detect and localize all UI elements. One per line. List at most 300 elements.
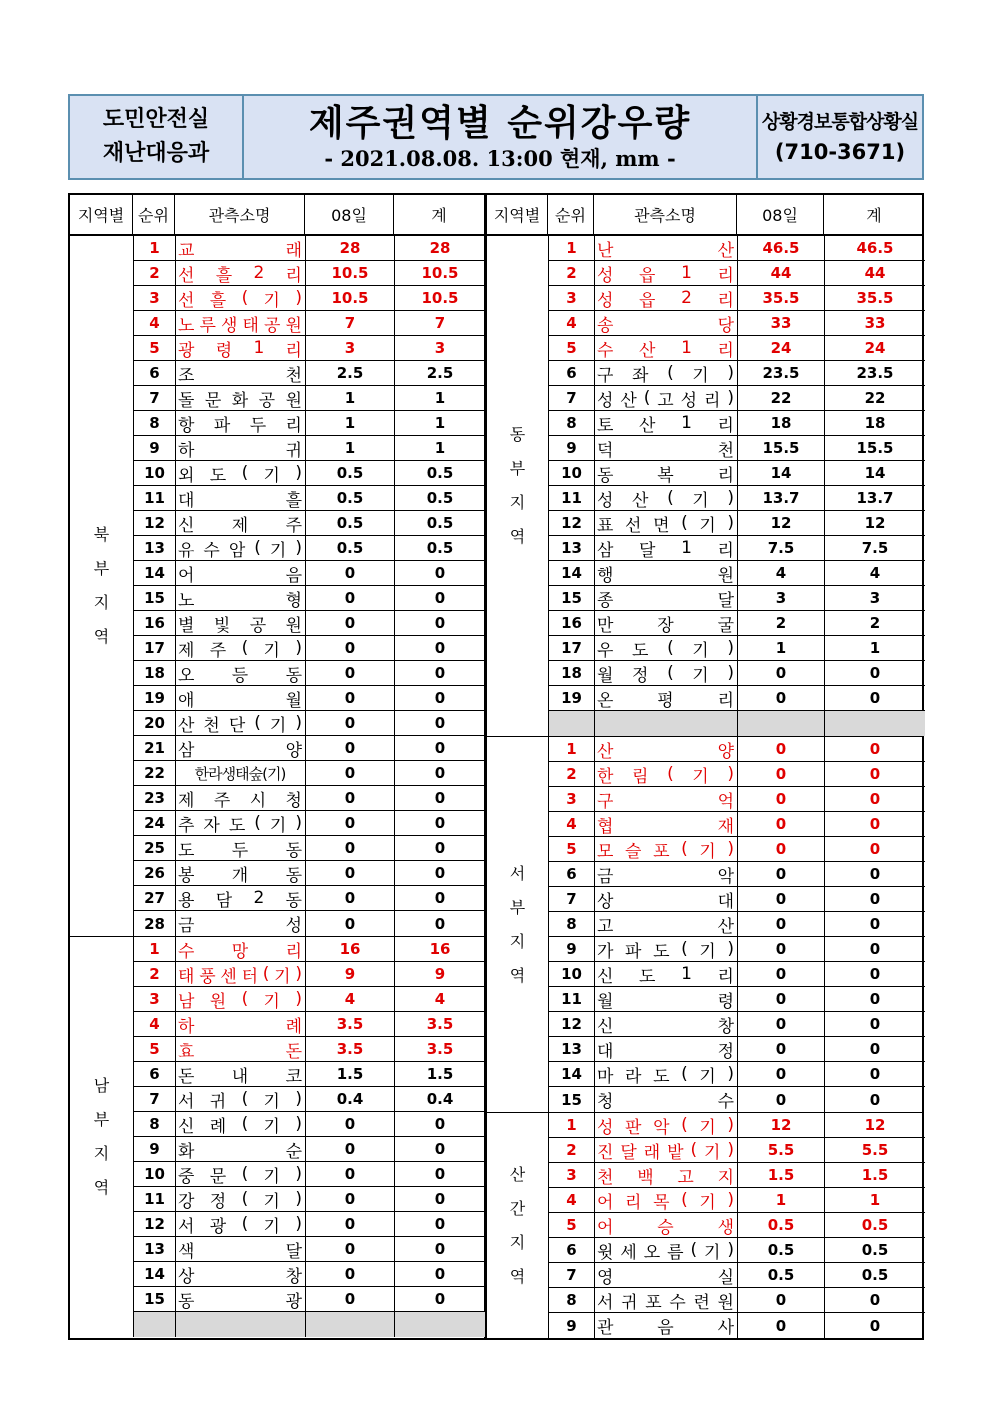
region-label-char: 간 — [509, 1198, 526, 1218]
table-row — [549, 737, 925, 762]
table-row — [549, 1288, 925, 1313]
station-name-cell: 만 장 굴 — [595, 611, 738, 635]
station-name-cell: 상 대 — [595, 887, 738, 911]
table-row — [549, 1238, 925, 1263]
today-rainfall-cell: 10.5 — [306, 286, 395, 310]
total-rainfall-cell: 3 — [869, 589, 881, 607]
table-row — [134, 962, 485, 987]
today-rainfall-cell: 10.5 — [306, 261, 395, 285]
total-rainfall-cell: 0 — [869, 740, 881, 758]
rank-cell: 3 — [134, 987, 176, 1011]
station-name-cell: 교 래 — [176, 236, 306, 260]
today-rainfall-cell: 0 — [306, 886, 395, 910]
table-row — [549, 1313, 925, 1338]
total-rainfall-cell: 0.5 — [861, 1241, 889, 1259]
today-rainfall-cell: 0 — [306, 1112, 395, 1136]
table-row — [134, 1262, 485, 1287]
rank-cell: 9 — [549, 1313, 595, 1338]
total-rainfall-cell: 0 — [434, 639, 446, 657]
table-row — [549, 386, 925, 411]
table-row — [134, 736, 485, 761]
today-rainfall-cell: 0 — [306, 1187, 395, 1211]
table-row — [134, 461, 485, 486]
table-row — [134, 761, 485, 786]
today-rainfall-cell — [306, 1312, 395, 1337]
today-rainfall-cell: 0 — [306, 1287, 395, 1311]
table-row — [549, 686, 925, 711]
table-row — [134, 987, 485, 1012]
rank-cell: 13 — [134, 536, 176, 560]
table-row — [134, 511, 485, 536]
today-rainfall-cell: 15.5 — [738, 436, 825, 460]
total-rainfall-cell: 3.5 — [426, 1040, 454, 1058]
rank-cell: 4 — [134, 311, 176, 335]
rank-cell: 3 — [549, 286, 595, 310]
table-row — [134, 611, 485, 636]
rank-cell: 24 — [134, 811, 176, 835]
report-header — [68, 94, 924, 180]
station-name-cell: 가 파 도 ( 기 ) — [595, 937, 738, 961]
total-rainfall-cell: 2 — [869, 614, 881, 632]
today-rainfall-cell: 46.5 — [738, 236, 825, 260]
today-rainfall-cell: 0 — [306, 761, 395, 785]
total-rainfall-cell: 0 — [869, 664, 881, 682]
table-row — [134, 586, 485, 611]
rank-cell: 15 — [134, 586, 176, 610]
page-title: 제주권역별 순위강우량 — [308, 103, 692, 144]
station-name-cell: 서 귀 ( 기 ) — [176, 1087, 306, 1111]
today-rainfall-cell: 1 — [306, 436, 395, 460]
rank-cell: 4 — [549, 311, 595, 335]
table-row — [549, 486, 925, 511]
total-rainfall-cell: 3.5 — [426, 1015, 454, 1033]
table-row — [134, 861, 485, 886]
today-rainfall-cell: 0 — [738, 887, 825, 911]
table-row — [134, 711, 485, 736]
header-station: 관측소명 — [594, 195, 737, 234]
table-row — [134, 886, 485, 911]
today-rainfall-cell: 0 — [306, 636, 395, 660]
station-name-cell: 추 자 도 ( 기 ) — [176, 811, 306, 835]
today-rainfall-cell: 0 — [738, 837, 825, 861]
table-row — [134, 286, 485, 311]
rank-cell: 9 — [549, 937, 595, 961]
total-rainfall-cell: 0 — [869, 865, 881, 883]
rank-cell: 22 — [134, 761, 176, 785]
table-row — [549, 1113, 925, 1138]
rank-cell: 14 — [134, 1262, 176, 1286]
station-name-cell: 진 달 래 밭 ( 기 ) — [595, 1138, 738, 1162]
rank-cell: 1 — [549, 236, 595, 260]
today-rainfall-cell: 35.5 — [738, 286, 825, 310]
table-row — [549, 336, 925, 361]
rank-cell: 28 — [134, 911, 176, 936]
region-label — [487, 236, 549, 736]
station-name-cell: 대 정 — [595, 1037, 738, 1061]
table-left-half — [70, 195, 487, 1338]
station-name-cell: 영 실 — [595, 1263, 738, 1287]
today-rainfall-cell: 0 — [738, 962, 825, 986]
total-rainfall-cell: 0 — [434, 789, 446, 807]
region-label-char: 역 — [509, 965, 526, 985]
station-name-cell: 행 원 — [595, 561, 738, 585]
rank-cell: 18 — [134, 661, 176, 685]
station-name-cell: 어 리 목 ( 기 ) — [595, 1188, 738, 1212]
table-row — [549, 1037, 925, 1062]
rank-cell: 5 — [549, 1213, 595, 1237]
station-name-cell: 종 달 — [595, 586, 738, 610]
table-row — [549, 1163, 925, 1188]
rank-cell: 8 — [134, 1112, 176, 1136]
table-row — [134, 1212, 485, 1237]
today-rainfall-cell: 0 — [738, 1062, 825, 1086]
today-rainfall-cell: 0 — [306, 561, 395, 585]
region-group — [70, 236, 484, 937]
rank-cell: 11 — [549, 987, 595, 1011]
rank-cell: 8 — [549, 411, 595, 435]
today-rainfall-cell: 1 — [738, 636, 825, 660]
table-header-right — [487, 195, 924, 236]
rank-cell: 8 — [549, 912, 595, 936]
station-name-cell: 태 풍 센 터 ( 기 ) — [176, 962, 306, 986]
total-rainfall-cell: 0 — [434, 1165, 446, 1183]
region-label-char: 지 — [509, 493, 526, 512]
region-group — [487, 1113, 924, 1338]
department-box — [70, 96, 244, 178]
station-name-cell: 선 흘 ( 기 ) — [176, 286, 306, 310]
region-label — [487, 1113, 549, 1338]
table-row — [549, 461, 925, 486]
station-name-cell: 대 흘 — [176, 486, 306, 510]
total-rainfall-cell: 0 — [434, 1140, 446, 1158]
table-row — [134, 561, 485, 586]
rank-cell: 8 — [549, 1288, 595, 1312]
today-rainfall-cell: 2.5 — [306, 361, 395, 385]
region-label — [70, 937, 134, 1337]
rank-cell: 15 — [549, 586, 595, 610]
station-name-cell: 구 억 — [595, 787, 738, 811]
today-rainfall-cell: 0 — [738, 912, 825, 936]
rank-cell: 11 — [134, 1187, 176, 1211]
total-rainfall-cell: 0 — [869, 1015, 881, 1033]
table-row — [134, 436, 485, 461]
table-row — [549, 912, 925, 937]
table-right-half — [487, 195, 924, 1338]
station-name-cell: 성 산 ( 기 ) — [595, 486, 738, 510]
station-name-cell: 애 월 — [176, 686, 306, 710]
rank-cell: 16 — [134, 611, 176, 635]
station-name-cell: 별 빛 공 원 — [176, 611, 306, 635]
total-rainfall-cell: 0 — [434, 664, 446, 682]
today-rainfall-cell: 1 — [306, 411, 395, 435]
total-rainfall-cell: 12 — [864, 1116, 886, 1134]
station-name-cell: 고 산 — [595, 912, 738, 936]
table-row — [549, 887, 925, 912]
table-row — [134, 1062, 485, 1087]
rank-cell: 1 — [549, 1113, 595, 1137]
region-label-char: 부 — [509, 897, 526, 917]
total-rainfall-cell: 0 — [434, 1265, 446, 1283]
station-name-cell: 난 산 — [595, 236, 738, 260]
rank-cell: 19 — [549, 686, 595, 710]
today-rainfall-cell: 1 — [306, 386, 395, 410]
total-rainfall-cell: 5.5 — [861, 1141, 889, 1159]
today-rainfall-cell: 1.5 — [738, 1163, 825, 1187]
today-rainfall-cell: 0.5 — [306, 511, 395, 535]
rank-cell: 6 — [549, 862, 595, 886]
region-rows — [549, 236, 925, 736]
station-name-cell: 강 정 ( 기 ) — [176, 1187, 306, 1211]
station-name-cell: 토 산 1 리 — [595, 411, 738, 435]
today-rainfall-cell: 3 — [738, 586, 825, 610]
table-row — [549, 937, 925, 962]
station-name-cell: 오 등 동 — [176, 661, 306, 685]
today-rainfall-cell: 0 — [306, 586, 395, 610]
rank-cell: 26 — [134, 861, 176, 885]
total-rainfall-cell: 46.5 — [856, 239, 894, 257]
region-label-char: 서 — [509, 863, 526, 883]
rank-cell: 3 — [549, 787, 595, 811]
station-name-cell: 산 천 단 ( 기 ) — [176, 711, 306, 735]
station-name-cell: 화 순 — [176, 1137, 306, 1161]
table-row — [549, 1087, 925, 1112]
total-rainfall-cell: 18 — [864, 414, 886, 432]
station-name-cell: 금 악 — [595, 862, 738, 886]
total-rainfall-cell: 0 — [869, 1291, 881, 1309]
total-rainfall-cell: 4 — [869, 564, 881, 582]
table-row — [134, 636, 485, 661]
today-rainfall-cell — [738, 711, 825, 736]
today-rainfall-cell: 7 — [306, 311, 395, 335]
total-rainfall-cell: 7 — [434, 314, 446, 332]
today-rainfall-cell: 0 — [738, 1087, 825, 1112]
today-rainfall-cell: 7.5 — [738, 536, 825, 560]
rank-cell: 17 — [549, 636, 595, 660]
total-rainfall-cell: 0 — [434, 564, 446, 582]
rank-cell: 11 — [549, 486, 595, 510]
today-rainfall-cell: 0 — [306, 786, 395, 810]
station-name-cell: 수 산 1 리 — [595, 336, 738, 360]
table-row — [549, 561, 925, 586]
total-rainfall-cell: 1.5 — [861, 1166, 889, 1184]
total-rainfall-cell: 0 — [869, 790, 881, 808]
table-row — [134, 261, 485, 286]
total-rainfall-cell: 7.5 — [861, 539, 889, 557]
rank-cell: 10 — [134, 461, 176, 485]
total-rainfall-cell: 0 — [434, 589, 446, 607]
station-name-cell: 한라생태숲(기) — [176, 761, 306, 785]
region-label-char: 지 — [93, 593, 110, 612]
table-row — [134, 1287, 485, 1312]
station-name-cell: 구 좌 ( 기 ) — [595, 361, 738, 385]
station-name-cell: 월 령 — [595, 987, 738, 1011]
today-rainfall-cell: 3.5 — [306, 1037, 395, 1061]
rank-cell: 9 — [549, 436, 595, 460]
total-rainfall-cell: 0.5 — [861, 1216, 889, 1234]
region-label-char: 역 — [93, 1178, 110, 1197]
region-label — [487, 737, 549, 1112]
station-name-cell: 조 천 — [176, 361, 306, 385]
rank-cell: 2 — [134, 962, 176, 986]
region-rows — [549, 1113, 925, 1338]
today-rainfall-cell: 0.5 — [306, 486, 395, 510]
rank-cell: 11 — [134, 486, 176, 510]
table-row — [134, 1137, 485, 1162]
rank-cell: 9 — [134, 436, 176, 460]
table-row — [549, 762, 925, 787]
station-name-cell: 우 도 ( 기 ) — [595, 636, 738, 660]
station-name-cell: 청 수 — [595, 1087, 738, 1112]
rank-cell: 6 — [549, 1238, 595, 1262]
rank-cell: 7 — [549, 1263, 595, 1287]
today-rainfall-cell: 0 — [738, 1288, 825, 1312]
total-rainfall-cell: 0 — [869, 890, 881, 908]
table-header-left — [70, 195, 484, 236]
total-rainfall-cell: 1.5 — [426, 1065, 454, 1083]
report-timestamp: - 2021.08.08. 13:00 현재, mm - — [324, 146, 676, 171]
table-row — [549, 987, 925, 1012]
rank-cell: 12 — [549, 1012, 595, 1036]
table-row — [134, 486, 485, 511]
total-rainfall-cell: 0.5 — [861, 1266, 889, 1284]
station-name-cell — [595, 711, 738, 736]
today-rainfall-cell: 0 — [306, 686, 395, 710]
today-rainfall-cell: 22 — [738, 386, 825, 410]
table-row — [134, 811, 485, 836]
station-name-cell: 마 라 도 ( 기 ) — [595, 1062, 738, 1086]
table-row — [134, 836, 485, 861]
rank-cell: 14 — [549, 561, 595, 585]
region-label-char: 역 — [93, 627, 110, 646]
station-name-cell: 외 도 ( 기 ) — [176, 461, 306, 485]
rank-cell: 15 — [549, 1087, 595, 1112]
today-rainfall-cell: 0 — [306, 661, 395, 685]
total-rainfall-cell: 28 — [429, 239, 451, 257]
total-rainfall-cell: 0 — [869, 990, 881, 1008]
today-rainfall-cell: 0 — [306, 1137, 395, 1161]
total-rainfall-cell: 0 — [434, 1190, 446, 1208]
rank-cell: 27 — [134, 886, 176, 910]
station-name-cell: 남 원 ( 기 ) — [176, 987, 306, 1011]
total-rainfall-cell: 0 — [434, 839, 446, 857]
header-region: 지역별 — [70, 195, 133, 234]
region-label-char: 동 — [509, 425, 526, 444]
rank-cell: 5 — [549, 837, 595, 861]
total-rainfall-cell: 0.5 — [426, 464, 454, 482]
total-rainfall-cell: 16 — [429, 940, 451, 958]
total-rainfall-cell — [825, 711, 925, 736]
region-label-char: 산 — [509, 1164, 526, 1184]
today-rainfall-cell: 0.5 — [738, 1263, 825, 1287]
rank-cell: 5 — [134, 1037, 176, 1061]
total-rainfall-cell: 0 — [434, 889, 446, 907]
station-name-cell: 어 음 — [176, 561, 306, 585]
rank-cell — [549, 711, 595, 736]
region-label-char: 역 — [509, 527, 526, 546]
rank-cell: 8 — [134, 411, 176, 435]
station-name-cell: 천 백 고 지 — [595, 1163, 738, 1187]
station-name-cell: 선 흘 2 리 — [176, 261, 306, 285]
table-row — [134, 1037, 485, 1062]
region-label-char: 지 — [509, 931, 526, 951]
table-row — [549, 787, 925, 812]
rank-cell: 10 — [549, 461, 595, 485]
table-row — [134, 311, 485, 336]
table-row — [134, 536, 485, 561]
table-row — [549, 586, 925, 611]
total-rainfall-cell: 0 — [869, 840, 881, 858]
station-name-cell: 제 주 ( 기 ) — [176, 636, 306, 660]
table-row — [134, 1012, 485, 1037]
station-name-cell: 성 판 악 ( 기 ) — [595, 1113, 738, 1137]
table-row — [134, 236, 485, 261]
station-name-cell: 신 도 1 리 — [595, 962, 738, 986]
rank-cell: 13 — [549, 536, 595, 560]
rank-cell: 6 — [134, 1062, 176, 1086]
station-name-cell: 동 복 리 — [595, 461, 738, 485]
table-row — [134, 661, 485, 686]
today-rainfall-cell: 33 — [738, 311, 825, 335]
rank-cell: 12 — [134, 1212, 176, 1236]
station-name-cell: 도 두 동 — [176, 836, 306, 860]
total-rainfall-cell: 0 — [434, 764, 446, 782]
today-rainfall-cell: 0 — [306, 1262, 395, 1286]
total-rainfall-cell: 0 — [869, 1040, 881, 1058]
table-body-left — [70, 236, 484, 1337]
today-rainfall-cell: 3 — [306, 336, 395, 360]
station-name-cell — [176, 1312, 306, 1337]
total-rainfall-cell: 4 — [434, 990, 446, 1008]
today-rainfall-cell: 16 — [306, 937, 395, 961]
today-rainfall-cell: 12 — [738, 1113, 825, 1137]
rank-cell: 4 — [549, 1188, 595, 1212]
table-row — [549, 1188, 925, 1213]
today-rainfall-cell: 2 — [738, 611, 825, 635]
region-label-char: 남 — [93, 1076, 110, 1095]
total-rainfall-cell: 0 — [434, 1290, 446, 1308]
total-rainfall-cell: 0 — [869, 940, 881, 958]
station-name-cell: 돈 내 코 — [176, 1062, 306, 1086]
table-row — [549, 411, 925, 436]
rank-cell: 15 — [134, 1287, 176, 1311]
station-name-cell: 신 제 주 — [176, 511, 306, 535]
rank-cell: 5 — [134, 336, 176, 360]
rank-cell: 18 — [549, 661, 595, 685]
today-rainfall-cell: 5.5 — [738, 1138, 825, 1162]
rank-cell: 10 — [134, 1162, 176, 1186]
region-label-char: 부 — [509, 459, 526, 478]
station-name-cell: 온 평 리 — [595, 686, 738, 710]
station-name-cell: 성 읍 1 리 — [595, 261, 738, 285]
title-box — [244, 96, 756, 178]
table-row — [549, 837, 925, 862]
rank-cell: 7 — [549, 386, 595, 410]
total-rainfall-cell: 13.7 — [856, 489, 894, 507]
total-rainfall-cell: 2.5 — [426, 364, 454, 382]
today-rainfall-cell: 0.5 — [738, 1213, 825, 1237]
station-name-cell: 신 창 — [595, 1012, 738, 1036]
today-rainfall-cell: 0 — [306, 1162, 395, 1186]
today-rainfall-cell: 0.5 — [738, 1238, 825, 1262]
table-row — [549, 1062, 925, 1087]
rank-cell: 2 — [134, 261, 176, 285]
table-row — [549, 1012, 925, 1037]
table-row — [549, 611, 925, 636]
station-name-cell: 신 례 ( 기 ) — [176, 1112, 306, 1136]
region-group — [70, 937, 484, 1337]
station-name-cell: 제 주 시 청 — [176, 786, 306, 810]
total-rainfall-cell: 0 — [869, 1065, 881, 1083]
